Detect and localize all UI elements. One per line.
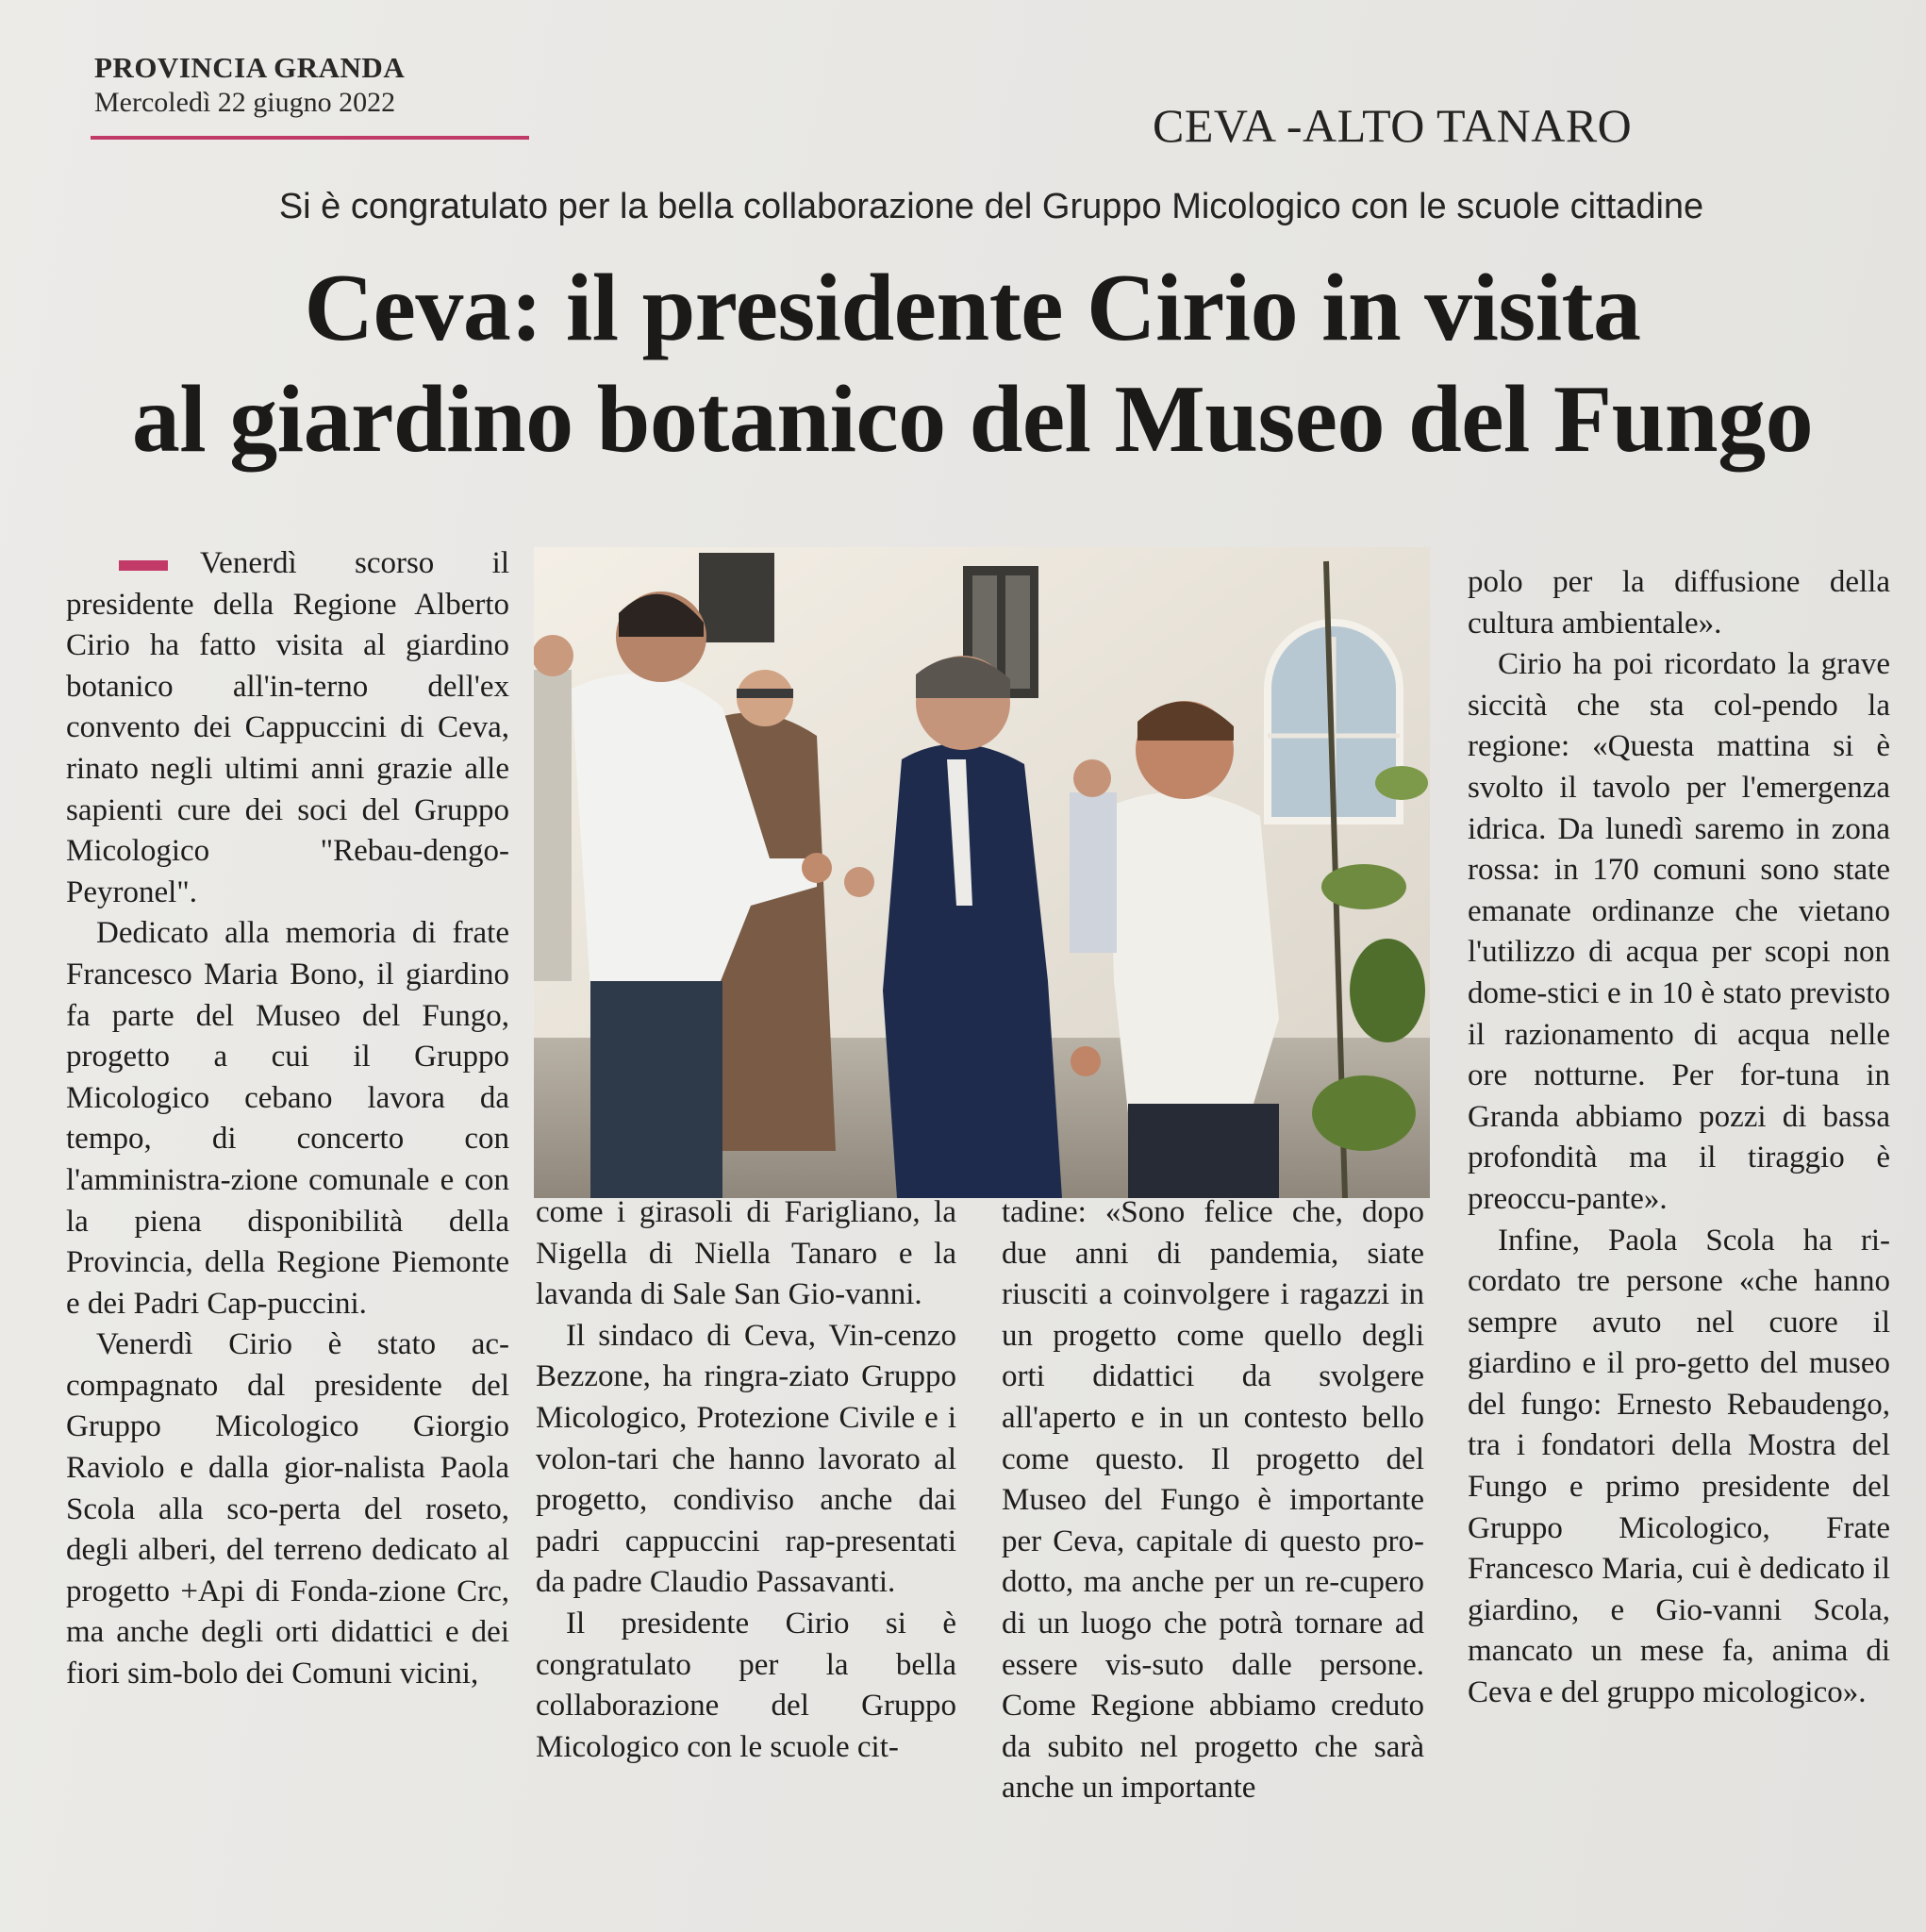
paragraph-text: Venerdì scorso il presidente della Regione Alberto Cirio ha fatto visita al giardino botanico all'in-terno dell'ex convento dei Cappuccini di Ceva, rinato negli ultimi anni grazie alle sapienti cure dei soci del Gruppo Micologico "Rebau-dengo-Peyronel". [66, 546, 509, 909]
paragraph [66, 543, 509, 913]
masthead-rule [91, 136, 529, 140]
section-name: CEVA -ALTO TANARO [1153, 99, 1633, 152]
article-column-1 [66, 543, 509, 1695]
article-column-4 [1468, 562, 1890, 1714]
headline-line-2: al giardino botanico del Museo del Fungo [131, 366, 1814, 473]
kicker: Si è congratulato per la bella collaborazione del Gruppo Micologico con le scuole cittadine [278, 187, 1704, 226]
article-column-3 [1002, 1192, 1424, 1809]
paragraph: tadine: «Sono felice che, dopo due anni di pandemia, siate riusciti a coinvolgere i ragazzi in un progetto come quello degli orti didattici da svolgere all'aperto e in un contesto bello come questo. Il progetto del Museo del Fungo è importante per Ceva, capitale di questo pro-dotto, ma anche per un re-cupero di un luogo che potrà tornare ad essere vis-suto dalle persone. Come Regione abbiamo creduto da subito nel progetto che sarà anche un importante [1002, 1195, 1424, 1806]
masthead [94, 51, 405, 119]
lead-marker [119, 560, 168, 571]
headline [57, 253, 1888, 475]
article-column-2 [536, 1192, 956, 1768]
paragraph: Cirio ha poi ricordato la grave siccità che sta col-pendo la regione: «Questa mattina si è svolto il tavolo per l'emergenza idrica. Da lunedì saremo in zona rossa: in 170 comuni sono state emanate ordinanze che vietano l'utilizzo di acqua per scopi non dome-stici e in 10 è stato previsto il razionamento di acqua nelle ore notturne. Per for-tuna in Granda abbiamo pozzi di bassa profondità ma il tiraggio è preoccu-pante». [1468, 647, 1890, 1216]
paragraph: Dedicato alla memoria di frate Francesco Maria Bono, il giardino fa parte del Museo del Fungo, progetto a cui il Gruppo Micologico cebano lavora da tempo, di concerto con l'amministra-zione comunale e con la piena disponibilità della Provincia, della Regione Piemonte e dei Padri Cap-puccini. [66, 916, 509, 1321]
paragraph: Il presidente Cirio si è congratulato per la bella collaborazione del Gruppo Micologico con le scuole cit- [536, 1606, 956, 1764]
paragraph: polo per la diffusione della cultura ambientale». [1468, 565, 1890, 641]
article-photo [534, 547, 1430, 1198]
paper-name: PROVINCIA GRANDA [94, 51, 406, 84]
headline-line-1: Ceva: il presidente Cirio in visita [304, 255, 1641, 361]
paragraph: Venerdì Cirio è stato ac-compagnato dal presidente del Gruppo Micologico Giorgio Raviolo e dalla gior-nalista Paola Scola alla sco-perta del roseto, degli alberi, del terreno dedicato al progetto +Api di Fonda-zione Crc, ma anche degli orti didattici e dei fiori sim-bolo dei Comuni vicini, [66, 1327, 509, 1691]
paragraph: Infine, Paola Scola ha ri-cordato tre persone «che hanno sempre avuto nel cuore il giardino e il pro-getto del museo del fungo: Ernesto Rebaudengo, tra i fondatori della Mostra del Fungo e primo presidente del Gruppo Micologico, Frate Francesco Maria, cui è dedicato il giardino, e Gio-vanni Scola, mancato un mese fa, anima di Ceva e del gruppo micologico». [1468, 1223, 1890, 1710]
paragraph: Il sindaco di Ceva, Vin-cenzo Bezzone, ha ringra-ziato Gruppo Micologico, Protezione Civile e i volon-tari che hanno lavorato al progetto, condiviso anche dai padri cappuccini rap-presentati da padre Claudio Passavanti. [536, 1318, 956, 1600]
paper-date: Mercoledì 22 giugno 2022 [94, 87, 396, 118]
paragraph: come i girasoli di Farigliano, la Nigella di Niella Tanaro e la lavanda di Sale San Gio-vanni. [536, 1195, 956, 1312]
photo-image [534, 547, 1430, 1198]
